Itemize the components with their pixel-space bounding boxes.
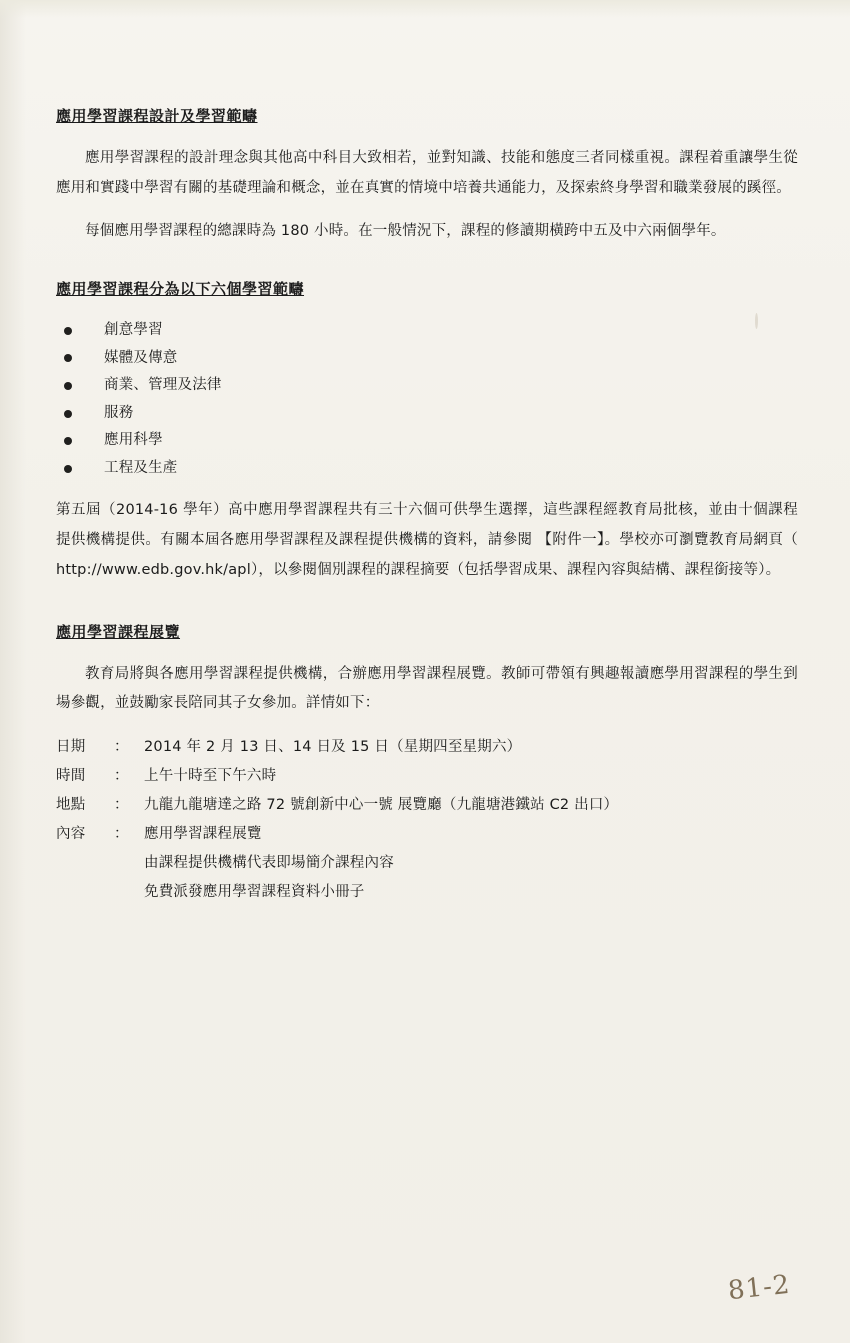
exhibition-details-table xyxy=(56,733,618,907)
detail-label-date: 日期 xyxy=(56,739,86,756)
section-heading-scope: 應用學習課程分為以下六個學習範疇 xyxy=(56,280,305,299)
list-item xyxy=(56,317,798,345)
paragraph-exhibition-intro: 教育局將與各應用學習課程提供機構，合辦應用學習課程展覽。教師可帶領有興趣報讀應學用習課程的學生到場參觀，並鼓勵家長陪同其子女參加。詳情如下： xyxy=(56,665,798,712)
bullet-icon xyxy=(64,437,72,445)
detail-value-date: 2014 年 2 月 13 日、14 日及 15 日（星期四至星期六） xyxy=(144,739,522,756)
list-item xyxy=(56,427,798,455)
list-item-label: 創意學習 xyxy=(104,322,163,339)
list-item-label: 媒體及傳意 xyxy=(104,349,178,366)
detail-colon: ： xyxy=(114,768,129,785)
content-line-3: 免費派發應用學習課程資料小冊子 xyxy=(144,884,365,901)
scope-list xyxy=(56,317,798,482)
detail-label-venue: 地點 xyxy=(56,797,86,814)
detail-label-time: 時間 xyxy=(56,768,86,785)
list-item-label: 服務 xyxy=(104,404,134,421)
detail-value-time: 上午十時至下午六時 xyxy=(144,768,277,785)
section-heading-exhibition: 應用學習課程展覽 xyxy=(56,622,181,641)
exhibition-section xyxy=(56,620,798,907)
detail-value-content xyxy=(144,820,618,907)
content-line-2: 由課程提供機構代表即場簡介課程內容 xyxy=(144,855,394,872)
table-row xyxy=(56,820,618,907)
detail-label-content: 內容 xyxy=(56,826,86,843)
section-heading-design: 應用學習課程設計及學習範疇 xyxy=(56,107,258,125)
table-row xyxy=(56,791,618,820)
list-item-label: 商業、管理及法律 xyxy=(104,377,222,394)
bullet-icon xyxy=(64,410,72,418)
detail-colon: ： xyxy=(114,739,129,756)
paragraph-scope-note: 第五屆（2014-16 學年）高中應用學習課程共有三十六個可供學生選擇，這些課程經教育局批核，並由十個課程提供機構提供。有關本屆各應用學習課程及課程提供機構的資料，請參閱 【附件一】。學校亦可瀏覽教育局網頁（ http://www.edb.gov.hk/apl），以參閱個別課程的課程摘要（包括學習成果、課程內容與結構、課程銜接等）。 xyxy=(56,502,798,578)
bullet-icon xyxy=(64,327,72,335)
list-item-label: 工程及生產 xyxy=(104,459,178,476)
detail-colon: ： xyxy=(114,826,129,843)
list-item-label: 應用科學 xyxy=(104,432,163,449)
table-row xyxy=(56,762,618,791)
list-item xyxy=(56,455,798,483)
list-item xyxy=(56,372,798,400)
page-stamp: 81-2 xyxy=(726,1269,792,1307)
bullet-icon xyxy=(64,354,72,362)
paragraph-course-hours: 每個應用學習課程的總課時為 180 小時。在一般情況下，課程的修讀期橫跨中五及中六兩個學年。 xyxy=(85,223,726,240)
content-line-1: 應用學習課程展覽 xyxy=(144,826,262,843)
table-row xyxy=(56,733,618,762)
paragraph-design-concept: 應用學習課程的設計理念與其他高中科目大致相若，並對知識、技能和態度三者同樣重視。課程着重讓學生從應用和實踐中學習有關的基礎理論和概念，並在真實的情境中培養共通能力，及探索終身學習和職業發展的蹊徑。 xyxy=(56,150,798,196)
document-body xyxy=(56,104,798,907)
detail-value-venue: 九龍九龍塘達之路 72 號創新中心一號 展覽廳（九龍塘港鐵站 C2 出口） xyxy=(144,797,619,814)
list-item xyxy=(56,400,798,428)
bullet-icon xyxy=(64,382,72,390)
bullet-icon xyxy=(64,465,72,473)
detail-colon: ： xyxy=(114,797,129,814)
list-item xyxy=(56,345,798,373)
